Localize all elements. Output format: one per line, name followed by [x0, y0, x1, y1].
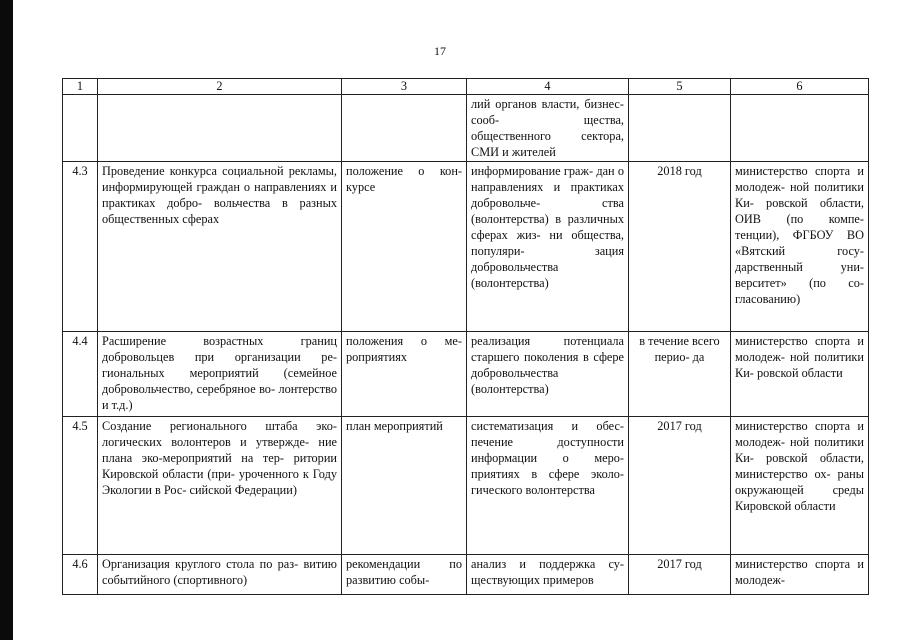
- executor-cell: министерство спорта и молодеж-: [731, 555, 869, 595]
- table-row: [63, 332, 869, 417]
- table-row: [63, 417, 869, 555]
- row-number: 4.3: [63, 162, 98, 332]
- header-cell: 1: [63, 79, 98, 95]
- term-cell: в течение всего перио- да: [629, 332, 731, 417]
- executor-cell: министерство спорта и молодеж- ной политики Ки- ровской области, министерство ох- раны окружающей среды Кировской области: [731, 417, 869, 555]
- header-cell: 5: [629, 79, 731, 95]
- row-number: [63, 95, 98, 162]
- activity-cell: Проведение конкурса социальной рекламы, информирующей граждан о направлениях и практиках добро- вольчества в разных общественных сферах: [98, 162, 342, 332]
- header-cell: 6: [731, 79, 869, 95]
- term-cell: 2017 год: [629, 417, 731, 555]
- table-row: [63, 162, 869, 332]
- result-cell: информирование граж- дан о направлениях и практиках добровольче- ства (волонтерства) в различных сферах жиз- ни общества, популяри- зация добровольчества (волонтерства): [467, 162, 629, 332]
- result-cell: систематизация и обес- печение доступности информации о меро- приятиях в сфере эколо- гического волонтерства: [467, 417, 629, 555]
- activity-cell: Расширение возрастных границ добровольцев при организации ре- гиональных мероприятий (семейное добровольчество, серебряное во- лонтерство и т.д.): [98, 332, 342, 417]
- header-cell: 2: [98, 79, 342, 95]
- table-row: [63, 95, 869, 162]
- row-number: 4.4: [63, 332, 98, 417]
- document-cell: план мероприятий: [342, 417, 467, 555]
- document-cell: [342, 95, 467, 162]
- scan-edge-shadow: [0, 0, 13, 640]
- executor-cell: министерство спорта и молодеж- ной политики Ки- ровской области: [731, 332, 869, 417]
- executor-cell: [731, 95, 869, 162]
- term-cell: 2017 год: [629, 555, 731, 595]
- result-cell: реализация потенциала старшего поколения в сфере добровольчества (волонтерства): [467, 332, 629, 417]
- term-cell: 2018 год: [629, 162, 731, 332]
- plan-table: [62, 78, 869, 595]
- header-cell: 4: [467, 79, 629, 95]
- table-row: [63, 555, 869, 595]
- result-cell: анализ и поддержка су- ществующих примеров: [467, 555, 629, 595]
- row-number: 4.6: [63, 555, 98, 595]
- document-cell: положение о кон- курсе: [342, 162, 467, 332]
- document-cell: рекомендации по развитию собы-: [342, 555, 467, 595]
- table-header-row: [63, 79, 869, 95]
- activity-cell: [98, 95, 342, 162]
- activity-cell: Создание регионального штаба эко- логических волонтеров и утвержде- ние плана эко-мероприятий на тер- ритории Кировской области (при- уроченного к Году Экологии в Рос- сийской Федерации): [98, 417, 342, 555]
- term-cell: [629, 95, 731, 162]
- document-cell: положения о ме- роприятиях: [342, 332, 467, 417]
- header-cell: 3: [342, 79, 467, 95]
- row-number: 4.5: [63, 417, 98, 555]
- activity-cell: Организация круглого стола по раз- витию событийного (спортивного): [98, 555, 342, 595]
- page-number: 17: [434, 44, 446, 58]
- executor-cell: министерство спорта и молодеж- ной политики Ки- ровской области, ОИВ (по компе- тенции), ФГБОУ ВО «Вятский госу- дарственный уни- верситет» (по со- гласованию): [731, 162, 869, 332]
- result-cell: лий органов власти, бизнес-сооб- щества, общественного сектора, СМИ и жителей: [467, 95, 629, 162]
